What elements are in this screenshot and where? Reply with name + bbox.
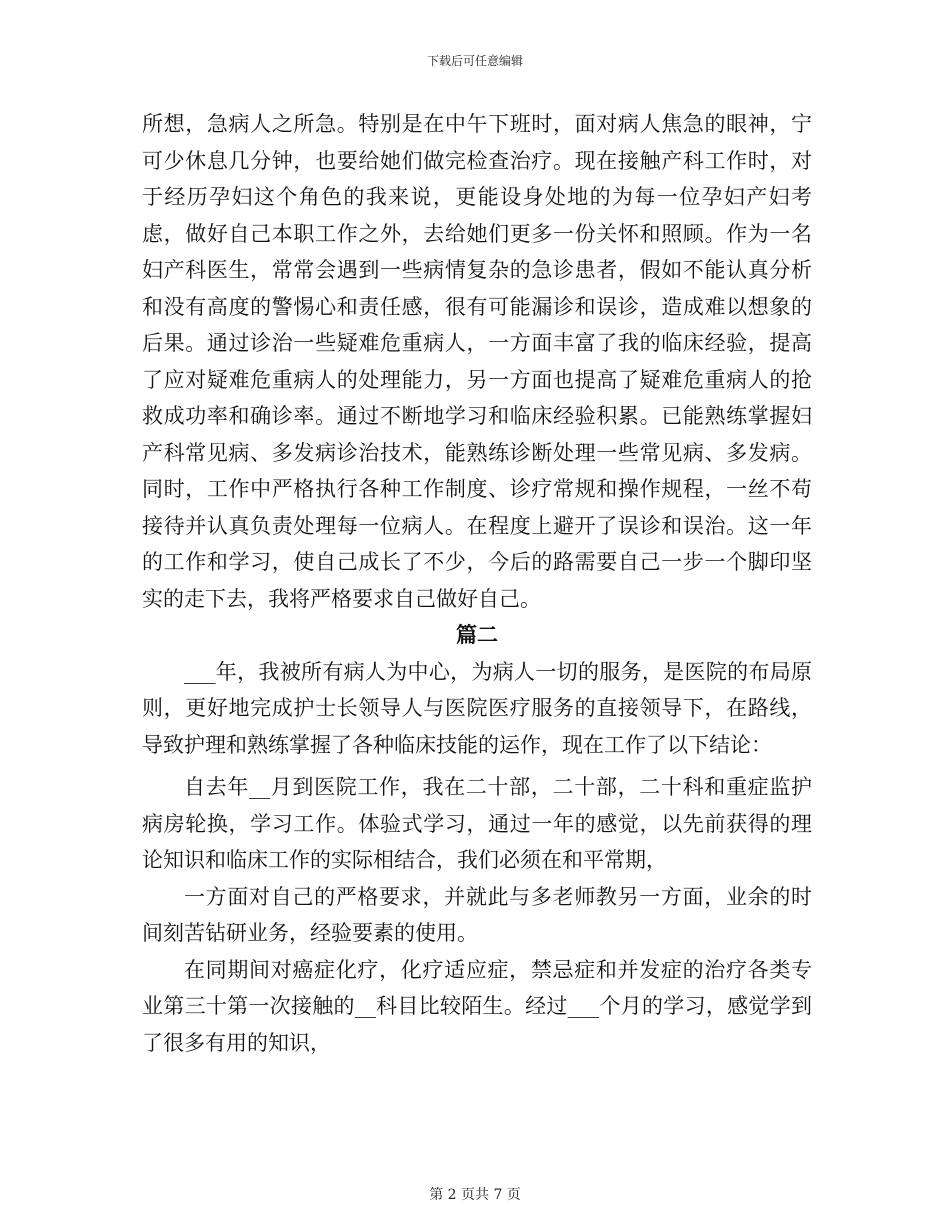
paragraph-2: 自去年__月到医院工作，我在二十部，二十部，二十科和重症监护病房轮换，学习工作。体验式学习，通过一年的感觉，以先前获得的理论知识和临床工作的实际相结合，我们必须在和平常期， [142,775,812,872]
section-title: 篇二 [456,622,498,647]
paragraph-4: 在同期间对癌症化疗，化疗适应症，禁忌症和并发症的治疗各类专业第三十第一次接触的__科目比较陌生。经过___个月的学习，感觉学到了很多有用的知识， [142,957,812,1055]
document-body [142,106,812,1061]
paragraph-continued: 所想，急病人之所急。特别是在中午下班时，面对病人焦急的眼神，宁可少休息几分钟，也要给她们做完检查治疗。现在接触产科工作时，对于经历孕妇这个角色的我来说，更能设身处地的为每一位孕妇产妇考虑，做好自己本职工作之外，去给她们更多一份关怀和照顾。作为一名妇产科医生，常常会遇到一些病情复杂的急诊患者，假如不能认真分析和没有高度的警惕心和责任感，很有可能漏诊和误诊，造成难以想象的后果。通过诊治一些疑难危重病人，一方面丰富了我的临床经验，提高了应对疑难危重病人的处理能力，另一方面也提高了疑难危重病人的抢救成功率和确诊率。通过不断地学习和临床经验积累。已能熟练掌握妇产科常见病、多发病诊治技术，能熟练诊断处理一些常见病、多发病。同时，工作中严格执行各种工作制度、诊疗常规和操作规程，一丝不苟接待并认真负责处理每一位病人。在程度上避开了误诊和误治。这一年的工作和学习，使自己成长了不少，今后的路需要自己一步一个脚印坚实的走下去，我将严格要求自己做好自己。 [142,112,812,611]
paragraph-3: 一方面对自己的严格要求，并就此与多老师教另一方面，业余的时间刻苦钻研业务，经验要素的使用。 [142,884,812,945]
page-header: 下载后可任意编辑 [426,54,523,68]
page-footer: 第 2 页共 7 页 [429,1187,521,1203]
paragraph-1: ___年，我被所有病人为中心，为病人一切的服务，是医院的布局原则，更好地完成护士长领导人与医院医疗服务的直接领导下，在路线，导致护理和熟练掌握了各种临床技能的运作，现在工作了以下结论： [142,659,812,757]
